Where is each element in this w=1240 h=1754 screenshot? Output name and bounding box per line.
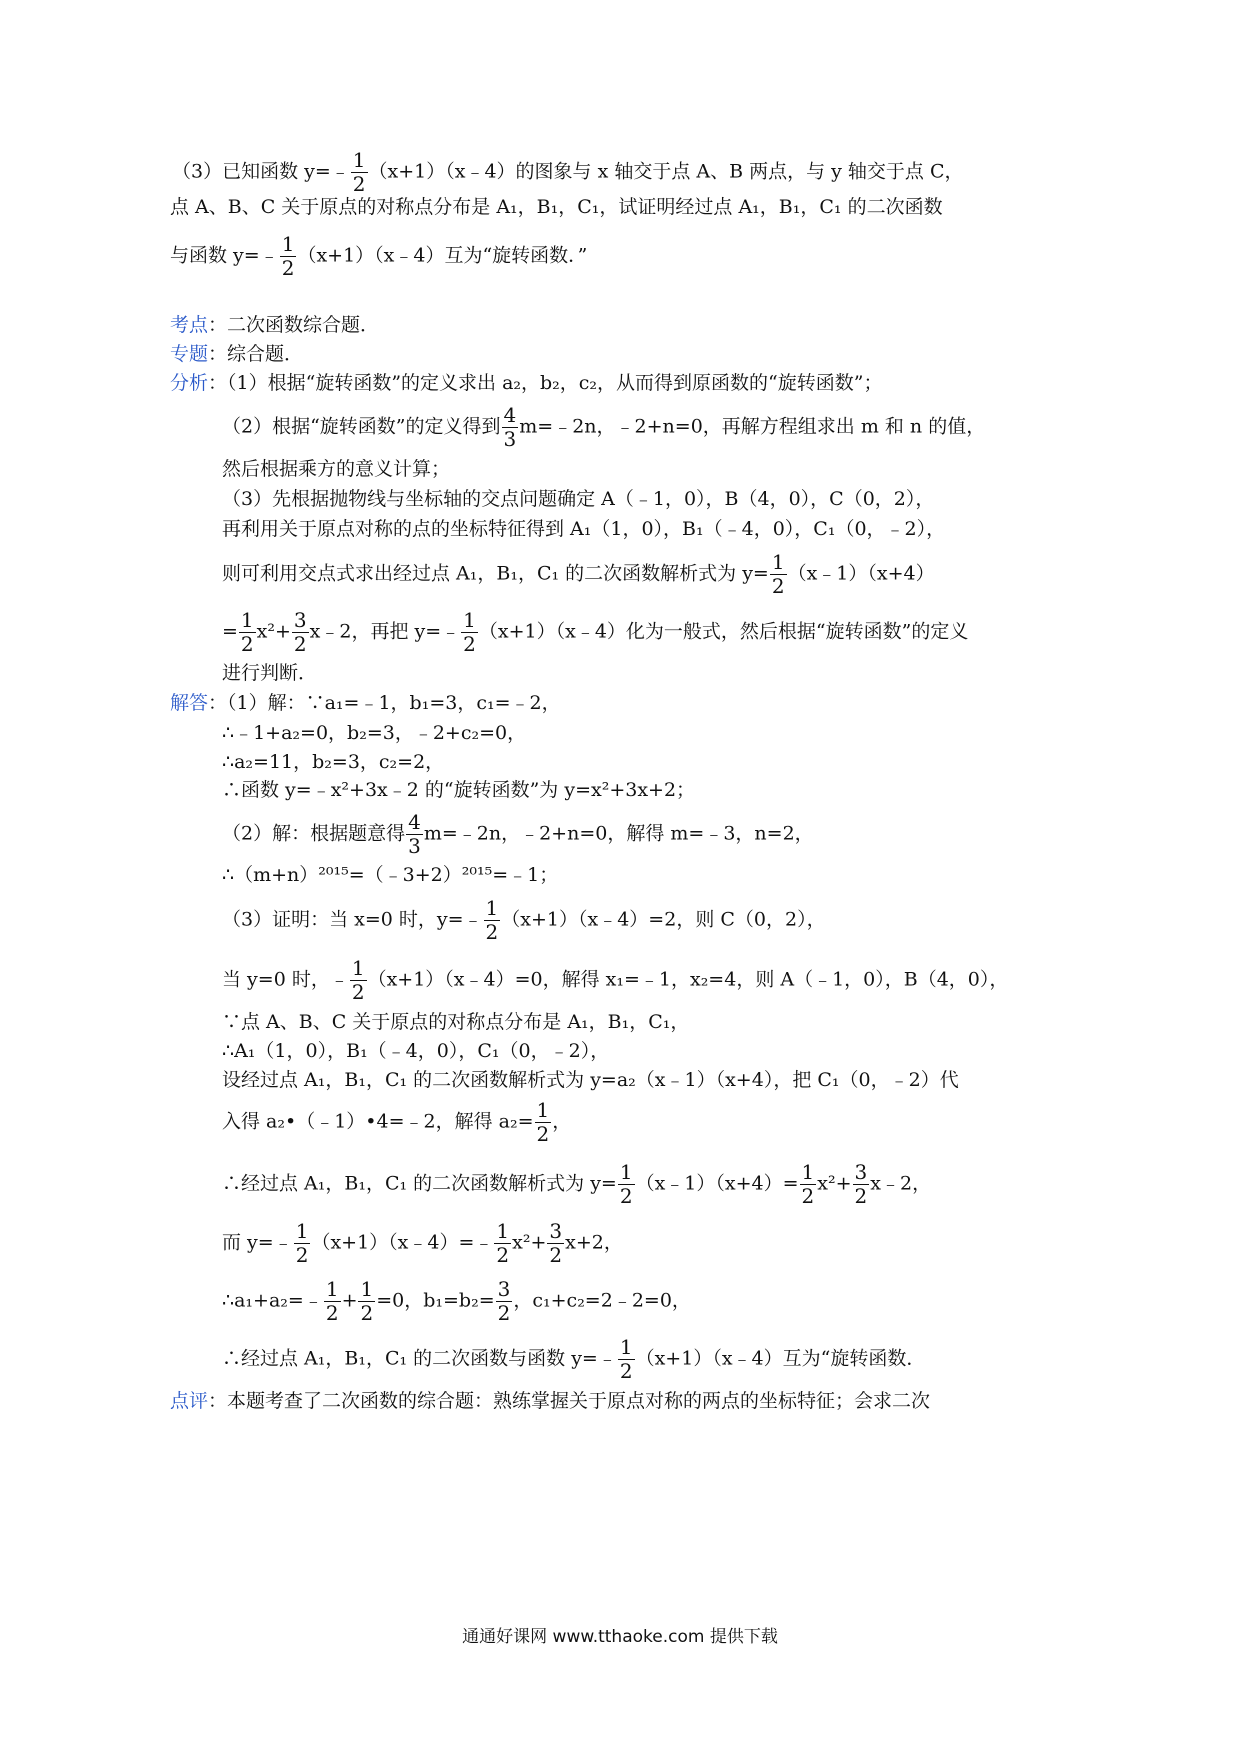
fraction-half: $\frac{1}{2}$ bbox=[325, 1277, 339, 1325]
fenxi-line8: 进行判断． bbox=[222, 662, 318, 684]
text: m=﹣2n，﹣2+n=0，解得 m=﹣3，n=2， bbox=[423, 822, 814, 845]
fraction-half: $\frac{1}{2}$ bbox=[281, 232, 295, 280]
text: （x+1）（x﹣4）互为“旋转函数． bbox=[635, 1347, 926, 1370]
fenxi-line5: 再利用关于原点对称的点的坐标特征得到 A₁（1，0），B₁（﹣4，0），C₁（0，﹣2）， bbox=[222, 518, 946, 540]
jieda-line8 bbox=[222, 958, 1008, 1003]
fraction-half: $\frac{1}{2}$ bbox=[496, 1219, 510, 1267]
text: x﹣2， bbox=[870, 1172, 932, 1195]
text: （x+1）（x﹣4）=﹣ bbox=[311, 1231, 494, 1254]
text: m=﹣2n，﹣2+n=0，再解方程组求出 m 和 n 的值， bbox=[519, 415, 986, 438]
fraction-half: $\frac{1}{2}$ bbox=[771, 550, 785, 598]
fraction-half: $\frac{1}{2}$ bbox=[619, 1335, 633, 1383]
text: = bbox=[222, 620, 238, 643]
jieda-line4: ∴函数 y=﹣x²+3x﹣2 的“旋转函数”为 y=x²+3x+2； bbox=[222, 779, 696, 801]
fraction-three-halves: $\frac{3}{2}$ bbox=[549, 1219, 563, 1267]
text: （x+1）（x﹣4）=0，解得 x₁=﹣1，x₂=4，则 A（﹣1，0），B（4，0）， bbox=[367, 968, 1009, 991]
fenxi-line6 bbox=[222, 552, 935, 597]
text: （2）解：根据题意得 bbox=[222, 822, 406, 845]
page-footer: 通通好课网 www.tthaoke.com 提供下载 bbox=[462, 1627, 778, 1647]
zhuanti-line bbox=[170, 345, 303, 364]
jieda-line6: ∴（m+n）²⁰¹⁵=（﹣3+2）²⁰¹⁵=﹣1； bbox=[222, 864, 559, 886]
text: ， bbox=[552, 1110, 572, 1133]
jieda-line2: ∴﹣1+a₂=0，b₂=3，﹣2+c₂=0， bbox=[222, 722, 527, 744]
text: （x+1）（x﹣4）=2，则 C（0，2）， bbox=[501, 908, 826, 931]
text: （x﹣1）（x+4） bbox=[787, 562, 935, 585]
text: 而 y=﹣ bbox=[222, 1231, 293, 1254]
jieda-line15 bbox=[222, 1279, 691, 1324]
text: ：本题考查了二次函数的综合题：熟练掌握关于原点对称的两点的坐标特征；会求二次 bbox=[208, 1390, 931, 1412]
fraction-half: $\frac{1}{2}$ bbox=[801, 1160, 815, 1208]
jieda-line1 bbox=[170, 694, 561, 713]
fraction-half: $\frac{1}{2}$ bbox=[351, 956, 365, 1004]
kaodian-label: 考点 bbox=[170, 314, 209, 336]
jieda-line3: ∴a₂=11，b₂=3，c₂=2， bbox=[222, 751, 445, 773]
dianping-label: 点评 bbox=[170, 1390, 209, 1412]
jieda-line12 bbox=[222, 1100, 571, 1145]
problem3-line2: 点 A、B、C 关于原点的对称点分布是 A₁，B₁，C₁，试证明经过点 A₁，B₁，C₁ 的二次函数 bbox=[170, 196, 943, 218]
fenxi-label: 分析 bbox=[170, 372, 209, 394]
jieda-line9: ∵点 A、B、C 关于原点的对称点分布是 A₁，B₁，C₁， bbox=[222, 1011, 690, 1033]
text: 与函数 y=﹣ bbox=[170, 244, 279, 267]
text: （x+1）（x﹣4）的图象与 x 轴交于点 A、B 两点，与 y 轴交于点 C， bbox=[368, 160, 964, 183]
text: （x+1）（x﹣4）互为“旋转函数．” bbox=[297, 244, 588, 267]
text: ∴经过点 A₁，B₁，C₁ 的二次函数与函数 y=﹣ bbox=[222, 1347, 617, 1370]
jieda-line13 bbox=[222, 1162, 931, 1207]
text: 入得 a₂•（﹣1）•4=﹣2，解得 a₂= bbox=[222, 1110, 534, 1133]
fraction-three-halves: $\frac{3}{2}$ bbox=[497, 1277, 511, 1325]
fenxi-line7 bbox=[222, 610, 968, 655]
fraction-half: $\frac{1}{2}$ bbox=[536, 1098, 550, 1146]
text: （x﹣1）（x+4）= bbox=[635, 1172, 799, 1195]
fraction-four-thirds: $\frac{4}{3}$ bbox=[408, 810, 421, 858]
text: ，c₁+c₂=2﹣2=0， bbox=[513, 1289, 691, 1312]
text: 则可利用交点式求出经过点 A₁，B₁，C₁ 的二次函数解析式为 y= bbox=[222, 562, 769, 585]
text: ∴a₁+a₂=﹣ bbox=[222, 1289, 323, 1312]
text: （x+1）（x﹣4）化为一般式，然后根据“旋转函数”的定义 bbox=[478, 620, 969, 643]
text: ：（1）解：∵a₁=﹣1，b₁=3，c₁=﹣2， bbox=[208, 692, 561, 714]
text: ：二次函数综合题． bbox=[208, 314, 380, 336]
fraction-half: $\frac{1}{2}$ bbox=[352, 148, 366, 196]
text: x²+ bbox=[512, 1231, 547, 1254]
fraction-three-halves: $\frac{3}{2}$ bbox=[293, 608, 307, 656]
fenxi-line2 bbox=[222, 405, 985, 450]
text: （2）根据“旋转函数”的定义得到 bbox=[222, 415, 501, 438]
text: ：（1）根据“旋转函数”的定义求出 a₂，b₂，c₂，从而得到原函数的“旋转函数”； bbox=[208, 372, 883, 394]
fraction-half: $\frac{1}{2}$ bbox=[295, 1219, 309, 1267]
fenxi-line1 bbox=[170, 374, 882, 393]
fenxi-line4: （3）先根据抛物线与坐标轴的交点问题确定 A（﹣1，0），B（4，0），C（0，2）， bbox=[222, 488, 935, 510]
jieda-line11: 设经过点 A₁，B₁，C₁ 的二次函数解析式为 y=a₂（x﹣1）（x+4），把 C₁（0，﹣2）代 bbox=[222, 1069, 959, 1091]
text: （3）已知函数 y=﹣ bbox=[172, 160, 350, 183]
problem3-line3 bbox=[170, 234, 587, 279]
fraction-half: $\frac{1}{2}$ bbox=[619, 1160, 633, 1208]
jieda-line16 bbox=[222, 1337, 925, 1382]
dianping-line bbox=[170, 1392, 930, 1411]
jieda-line7 bbox=[222, 898, 826, 943]
zhuanti-label: 专题 bbox=[170, 343, 209, 365]
fraction-half: $\frac{1}{2}$ bbox=[463, 608, 476, 656]
jieda-line14 bbox=[222, 1221, 623, 1266]
text: ∴经过点 A₁，B₁，C₁ 的二次函数解析式为 y= bbox=[222, 1172, 617, 1195]
text: ：综合题． bbox=[208, 343, 304, 365]
text: =0，b₁=b₂= bbox=[376, 1289, 495, 1312]
text: x²+ bbox=[817, 1172, 852, 1195]
jieda-line5 bbox=[222, 812, 814, 857]
text: x²+ bbox=[256, 620, 291, 643]
text: + bbox=[341, 1289, 358, 1312]
text: （3）证明：当 x=0 时，y=﹣ bbox=[222, 908, 483, 931]
problem3-line1 bbox=[172, 150, 964, 195]
fraction-four-thirds: $\frac{4}{3}$ bbox=[503, 403, 517, 451]
text: x+2， bbox=[565, 1231, 623, 1254]
fenxi-line3: 然后根据乘方的意义计算； bbox=[222, 458, 451, 480]
jieda-line10: ∴A₁（1，0），B₁（﹣4，0），C₁（0，﹣2）， bbox=[222, 1040, 610, 1062]
fraction-half: $\frac{1}{2}$ bbox=[360, 1277, 374, 1325]
text: x﹣2，再把 y=﹣ bbox=[309, 620, 461, 643]
fraction-three-halves: $\frac{3}{2}$ bbox=[854, 1160, 868, 1208]
kaodian-line bbox=[170, 316, 379, 335]
text: 当 y=0 时，﹣ bbox=[222, 968, 349, 991]
fraction-half: $\frac{1}{2}$ bbox=[485, 896, 499, 944]
jieda-label: 解答 bbox=[170, 692, 209, 714]
fraction-half: $\frac{1}{2}$ bbox=[240, 608, 254, 656]
